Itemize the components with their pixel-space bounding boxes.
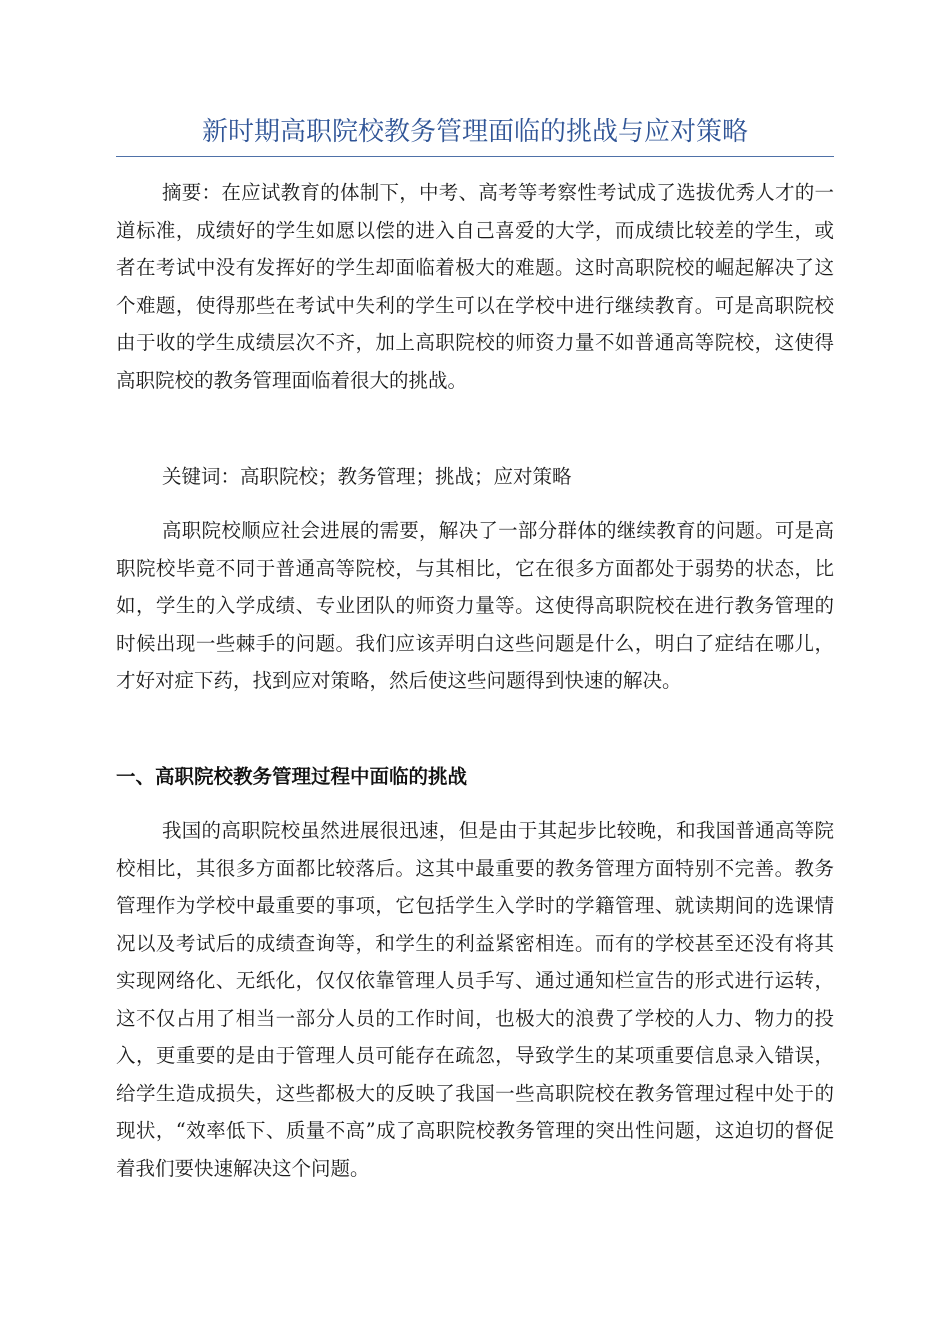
section-heading: 一、高职院校教务管理过程中面临的挑战: [116, 765, 468, 788]
title-block: [116, 112, 834, 157]
intro-paragraph: 高职院校顺应社会进展的需要，解决了一部分群体的继续教育的问题。可是高职院校毕竟不同于普通高等院校，与其相比，它在很多方面都处于弱势的状态，比如，学生的入学成绩、专业团队的师资力量等。这使得高职院校在进行教务管理的时候出现一些棘手的问题。我们应该弄明白这些问题是什么，明白了症结在哪儿，才好对症下药，找到应对策略，然后使这些问题得到快速的解决。: [116, 519, 834, 692]
keywords-line: 关键词：高职院校；教务管理；挑战；应对策略: [162, 465, 572, 488]
document-title: 新时期高职院校教务管理面临的挑战与应对策略: [201, 117, 748, 147]
section-paragraph: 我国的高职院校虽然进展很迅速，但是由于其起步比较晚，和我国普通高等院校相比，其很多方面都比较落后。这其中最重要的教务管理方面特别不完善。教务管理作为学校中最重要的事项，它包括学生入学时的学籍管理、就读期间的选课情况以及考试后的成绩查询等，和学生的利益紧密相连。而有的学校甚至还没有将其实现网络化、无纸化，仅仅依靠管理人员手写、通过通知栏宣告的形式进行运转，这不仅占用了相当一部分人员的工作时间，也极大的浪费了学校的人力、物力的投入，更重要的是由于管理人员可能存在疏忽，导致学生的某项重要信息录入错误，给学生造成损失，这些都极大的反映了我国一些高职院校在教务管理过程中处于的现状，“效率低下、质量不高”成了高职院校教务管理的突出性问题，这迫切的督促着我们要快速解决这个问题。: [116, 819, 834, 1180]
abstract-paragraph: 摘要：在应试教育的体制下，中考、高考等考察性考试成了选拔优秀人才的一道标准，成绩好的学生如愿以偿的进入自己喜爱的大学，而成绩比较差的学生，或者在考试中没有发挥好的学生却面临着极大的难题。这时高职院校的崛起解决了这个难题，使得那些在考试中失利的学生可以在学校中进行继续教育。可是高职院校由于收的学生成绩层次不齐，加上高职院校的师资力量不如普通高等院校，这使得高职院校的教务管理面临着很大的挑战。: [116, 181, 834, 392]
